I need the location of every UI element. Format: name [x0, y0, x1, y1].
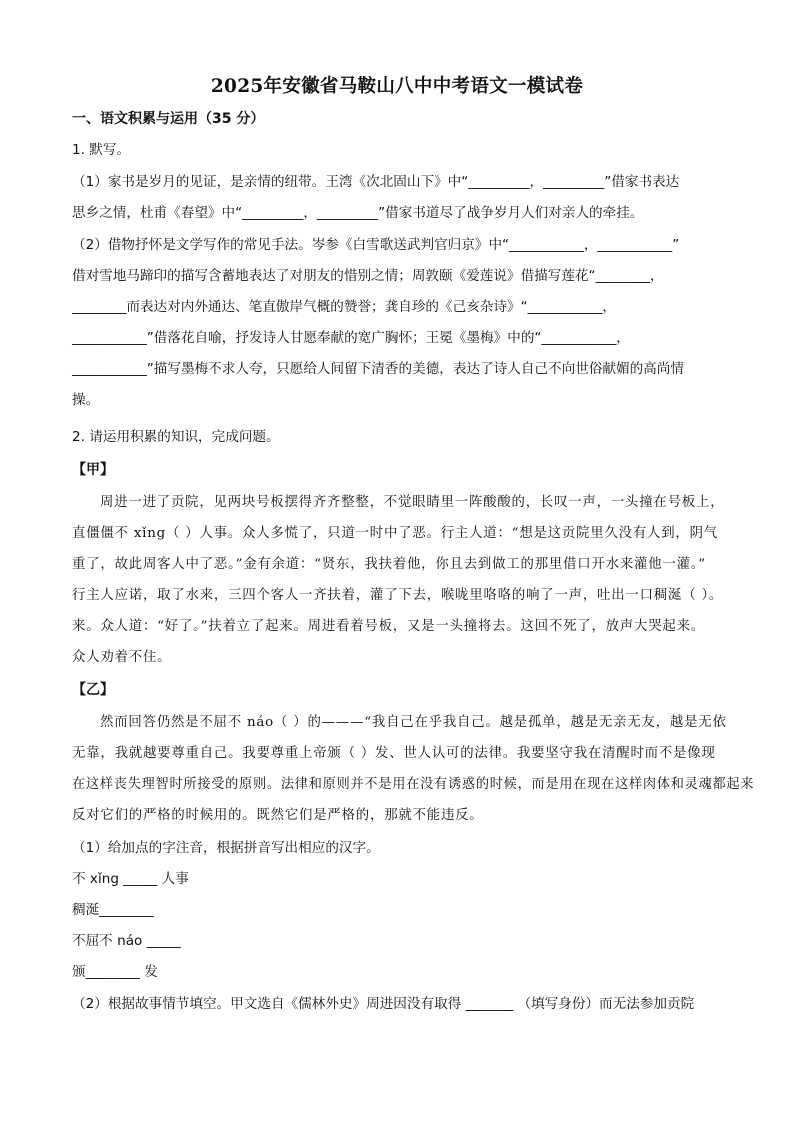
q1-p2-line: 操。	[72, 392, 100, 408]
question-2-label: 2. 请运用积累的知识，完成问题。	[72, 429, 280, 445]
passage-yi-line: 无靠，我就越要尊重自己。我要尊重上帝颁（ ）发、世人认可的法律。我要坚守我在清醒时而不是像现	[72, 746, 716, 761]
passage-jia-line: 来。众人道：“好了。”扶着立了起来。周进看着号板，又是一头撞将去。这回不死了，放声大哭起来。	[72, 619, 705, 634]
q1-p1-line: （1）家书是岁月的见证，是亲情的纽带。王湾《次北固山下》中“_________，_________”借家书表达	[72, 174, 680, 190]
q1-p2-line: ___________”借落花自喻，抒发诗人甘愿奉献的宽广胸怀；王冕《墨梅》中的“___________，	[72, 330, 630, 346]
q1-p2-line: ________而表达对内外通达、笔直傲岸气概的赞誉；龚自珍的《己亥杂诗》“___________，	[72, 299, 616, 315]
passage-jia-line: 周进一进了贡院，见两块号板摆得齐齐整整，不觉眼睛里一阵酸酸的，长叹一声，一头撞在号板上，	[100, 495, 725, 510]
sub-question-1: （1）给加点的字注音，根据拼音写出相应的汉字。	[72, 840, 380, 856]
answer-line: 不屈不 náo _____	[72, 933, 181, 949]
q1-p2-line: ___________”描写墨梅不求人夸，只愿给人间留下清香的美德，表达了诗人自己不向世俗献媚的高尚情	[72, 361, 684, 377]
question-1-label: 1. 默写。	[72, 142, 131, 158]
passage-yi-line: 在这样丧失理智时所接受的原则。法律和原则并不是用在没有诱惑的时候，而是用在现在这样肉体和灵魂都起来	[72, 777, 755, 792]
q1-p2-line: 借对雪地马蹄印的描写含蓄地表达了对朋友的惜别之情；周敦颐《爱莲说》借描写莲花“________，	[72, 268, 664, 284]
page-title: 2025年安徽省马鞍山八中中考语文一模试卷	[210, 76, 584, 97]
sub-question-2: （2）根据故事情节填空。甲文选自《儒林外史》周进因没有取得 _______ （填写身份）而无法参加贡院	[72, 996, 695, 1012]
passage-jia-tag: 【甲】	[72, 462, 114, 478]
passage-jia-line: 直僵僵不 xǐng（ ）人事。众人多慌了，只道一时中了恶。行主人道：“想是这贡院里久没有人到，阴气	[72, 526, 718, 541]
passage-yi-tag: 【乙】	[72, 682, 114, 698]
passage-jia-line: 行主人应诺，取了水来，三四个客人一齐扶着，灌了下去，喉咙里咯咯的响了一声，吐出一口稠涎（ ）。	[72, 588, 724, 603]
section-heading: 一、语文积累与运用（35 分）	[72, 111, 265, 127]
answer-line: 稠涎________	[72, 902, 154, 918]
passage-yi-line: 反对它们的严格的时候用的。既然它们是严格的，那就不能违反。	[72, 808, 484, 823]
q1-p1-line: 思乡之情，杜甫《春望》中“_________，_________”借家书道尽了战争岁月人们对亲人的牵挂。	[72, 205, 644, 221]
answer-line: 颁________ 发	[72, 964, 158, 980]
answer-line: 不 xǐng _____ 人事	[72, 871, 189, 887]
passage-jia-line: 重了，故此周客人中了恶。”金有余道：“贤东，我扶着他，你且去到做工的那里借口开水来灌他一灌。”	[72, 557, 706, 572]
passage-jia-line: 众人劝着不住。	[72, 650, 172, 665]
passage-yi-line: 然而回答仍然是不屈不 náo（ ）的———“我自己在乎我自己。越是孤单，越是无亲无友，越是无依	[100, 715, 727, 730]
q1-p2-line: （2）借物抒怀是文学写作的常见手法。岑参《白雪歌送武判官归京》中“___________，___________”	[72, 237, 680, 253]
